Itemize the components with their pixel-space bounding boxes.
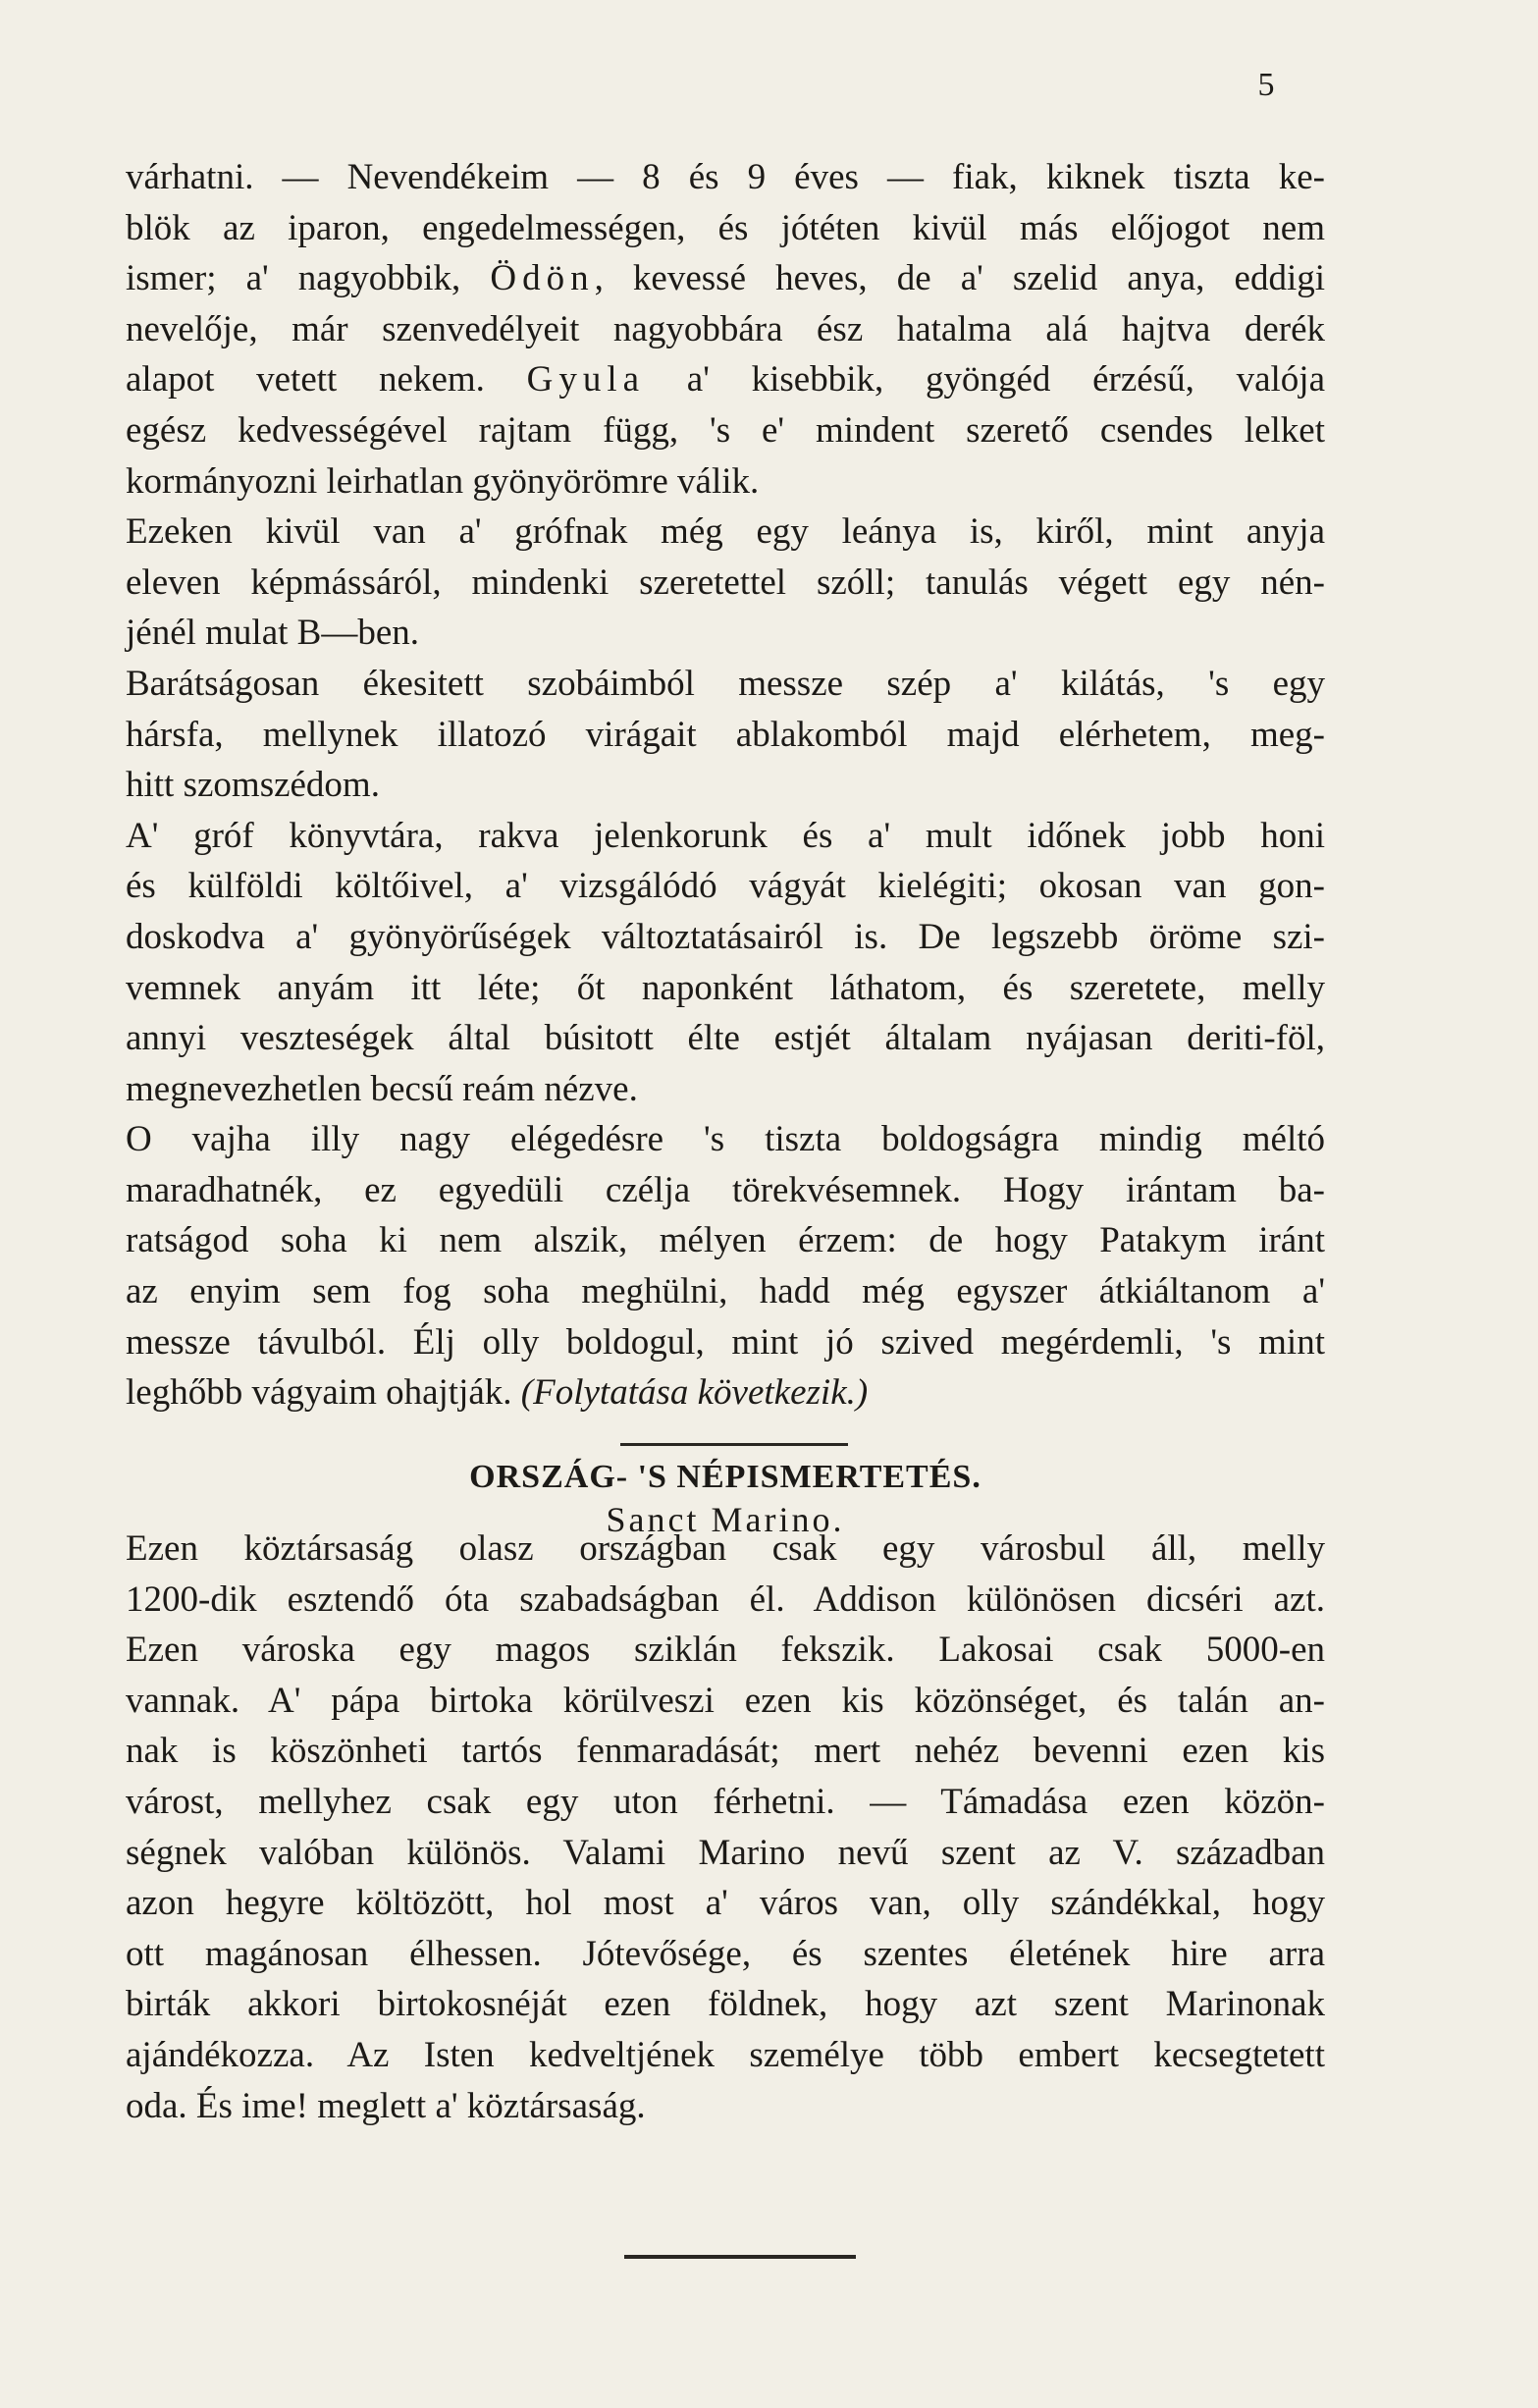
- text-line: alapot vetett nekem. Gyula a' kisebbik, gyöngéd érzésű, valója: [126, 359, 1325, 401]
- text-line: nevelője, már szenvedélyeit nagyobbára ész hatalma alá hajtva derék: [126, 308, 1325, 349]
- text-line: Ezen városka egy magos sziklán fekszik. Lakosai csak 5000-en: [126, 1630, 1325, 1671]
- text-line: ott magánosan élhessen. Jótevősége, és szentes életének hire arra: [126, 1933, 1325, 1974]
- section-text: [126, 1524, 1325, 2131]
- page-number: 5: [1257, 67, 1275, 103]
- section-subheading: Sanct Marino.: [606, 1500, 845, 1539]
- text-line: várhatni. — Nevendékeim — 8 és 9 éves — fiak, kiknek tiszta ke-: [126, 157, 1325, 197]
- text-line: vemnek anyám itt léte; őt naponként láthatom, és szeretete, melly: [126, 967, 1325, 1008]
- text-line: annyi veszteségek által búsitott élte estjét általam nyájasan deriti-föl,: [126, 1018, 1325, 1059]
- text-line: oda. És ime! meglett a' köztársaság.: [126, 2085, 646, 2126]
- text-line: ismer; a' nagyobbik, Ödön, kevessé heves, de a' szelid anya, eddigi: [126, 258, 1325, 299]
- section-heading: ORSZÁG- 'S NÉPISMERTETÉS.: [469, 1459, 981, 1495]
- text-line: A' gróf könyvtára, rakva jelenkorunk és a' mult időnek jobb honi: [126, 815, 1325, 856]
- text-line: az enyim sem fog soha meghülni, hadd még egyszer átkiáltanom a': [126, 1271, 1325, 1312]
- text-line: ségnek valóban különös. Valami Marino nevű szent az V. században: [126, 1832, 1325, 1873]
- text-line: eleven képmássáról, mindenki szeretettel szóll; tanulás végett egy nén-: [126, 562, 1325, 603]
- text-line: blök az iparon, engedelmességen, és jótéten kivül más előjogot nem: [126, 207, 1325, 248]
- text-line: kormányozni leirhatlan gyönyörömre válik.: [126, 460, 760, 502]
- section-divider: [620, 1443, 848, 1446]
- text-line: nak is köszönheti tartós fenmaradását; mert nehéz bevenni ezen kis: [126, 1731, 1325, 1772]
- text-line: Barátságosan ékesitett szobáimból messze szép a' kilátás, 's egy: [126, 663, 1325, 704]
- text-line: azon hegyre költözött, hol most a' város van, olly szándékkal, hogy: [126, 1883, 1325, 1924]
- text-line: egész kedvességével rajtam függ, 's e' mindent szerető csendes lelket: [126, 409, 1325, 451]
- person-name: Gyula: [526, 359, 646, 401]
- text-line: 1200-dik esztendő óta szabadságban él. Addison különösen dicséri azt.: [126, 1579, 1325, 1620]
- text-line: jénél mulat B—ben.: [126, 613, 420, 654]
- person-name: Ödön: [490, 258, 595, 299]
- text-line: és külföldi költőivel, a' vizsgálódó vágyát kielégiti; okosan van gon-: [126, 866, 1325, 907]
- main-text: [126, 152, 1325, 1418]
- text-line: leghőbb vágyaim ohajtják. (Folytatása következik.): [126, 1372, 869, 1414]
- text-line: maradhatnék, ez egyedüli czélja törekvésemnek. Hogy irántam ba-: [126, 1169, 1325, 1210]
- text-line: vannak. A' pápa birtoka körülveszi ezen kis közönséget, és talán an-: [126, 1680, 1325, 1721]
- text-line: birták akkori birtokosnéját ezen földnek, hogy azt szent Marinonak: [126, 1984, 1325, 2025]
- text-line: doskodva a' gyönyörűségek változtatásairól is. De legszebb öröme szi-: [126, 916, 1325, 957]
- text-line: megnevezhetlen becsű reám nézve.: [126, 1068, 638, 1109]
- end-rule: [624, 2255, 856, 2259]
- text-line: Ezeken kivül van a' grófnak még egy leánya is, kiről, mint anyja: [126, 511, 1325, 553]
- text-line: ajándékozza. Az Isten kedveltjének személye több embert kecsegtetett: [126, 2034, 1325, 2075]
- continuation-note: (Folytatása következik.): [520, 1372, 869, 1414]
- text-line: ratságod soha ki nem alszik, mélyen érzem: de hogy Patakym iránt: [126, 1220, 1325, 1261]
- text-line: hársfa, mellynek illatozó virágait ablakomból majd elérhetem, meg-: [126, 714, 1325, 755]
- text-line: várost, mellyhez csak egy uton férhetni. — Támadása ezen közön-: [126, 1781, 1325, 1822]
- text-line: O vajha illy nagy elégedésre 's tiszta boldogságra mindig méltó: [126, 1119, 1325, 1160]
- text-line: messze távulból. Élj olly boldogul, mint jó szived megérdemli, 's mint: [126, 1321, 1325, 1363]
- text-line: Ezen köztársaság olasz országban csak egy városbul áll, melly: [126, 1528, 1325, 1569]
- text-line: hitt szomszédom.: [126, 765, 380, 806]
